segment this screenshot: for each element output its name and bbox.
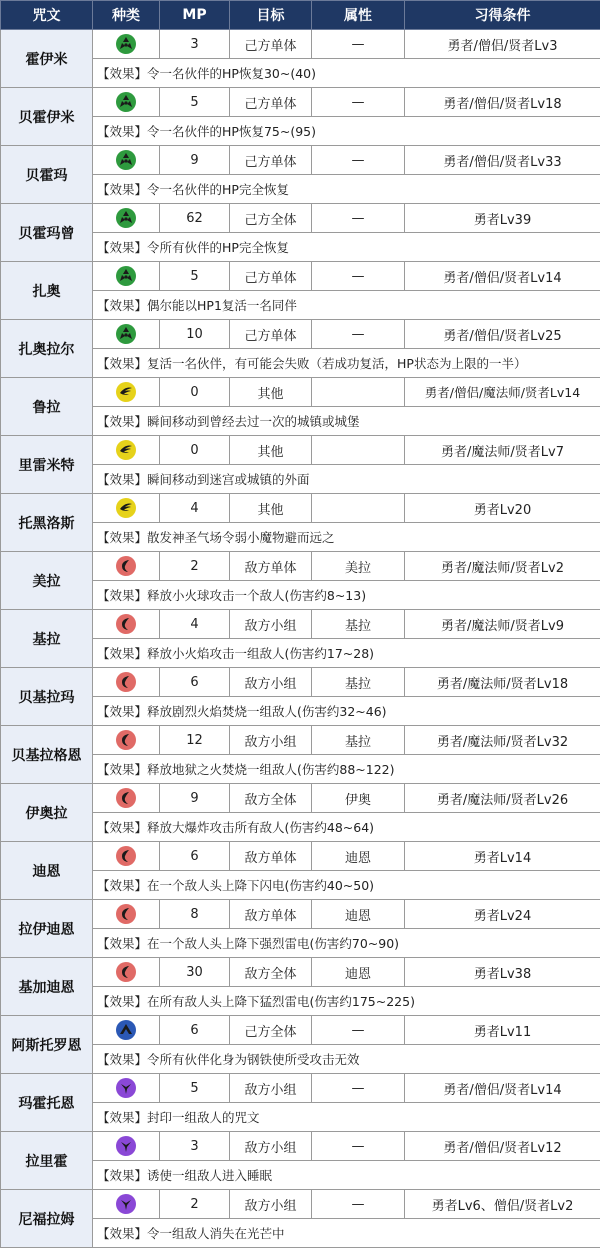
spell-type-cell bbox=[93, 204, 160, 233]
spell-condition: 勇者/僧侣/贤者Lv14 bbox=[405, 262, 600, 291]
status-icon bbox=[116, 1136, 136, 1156]
spell-name: 贝基拉玛 bbox=[1, 668, 93, 726]
heal-icon bbox=[116, 92, 136, 112]
status-icon bbox=[116, 1194, 136, 1214]
spell-row bbox=[1, 1190, 600, 1219]
spell-type-cell bbox=[93, 320, 160, 349]
spell-attribute: — bbox=[312, 1132, 405, 1161]
spell-name: 伊奥拉 bbox=[1, 784, 93, 842]
spell-attribute: 迪恩 bbox=[312, 958, 405, 987]
spell-type-cell bbox=[93, 726, 160, 755]
attack-icon bbox=[116, 788, 136, 808]
spell-row bbox=[1, 1132, 600, 1161]
spell-condition: 勇者/僧侣/贤者Lv3 bbox=[405, 30, 600, 59]
spell-row bbox=[1, 958, 600, 987]
spell-name: 霍伊米 bbox=[1, 30, 93, 88]
spell-mp: 6 bbox=[160, 1016, 230, 1045]
spell-mp: 2 bbox=[160, 552, 230, 581]
spell-target: 敌方小组 bbox=[230, 726, 312, 755]
spell-attribute: — bbox=[312, 320, 405, 349]
spell-name: 基拉 bbox=[1, 610, 93, 668]
spell-row bbox=[1, 784, 600, 813]
spell-name: 基加迪恩 bbox=[1, 958, 93, 1016]
spell-effect: 【效果】释放剧烈火焰焚烧一组敌人(伤害约32~46) bbox=[93, 697, 600, 726]
spell-row bbox=[1, 378, 600, 407]
spell-type-cell bbox=[93, 436, 160, 465]
spell-target: 己方单体 bbox=[230, 146, 312, 175]
spell-name: 迪恩 bbox=[1, 842, 93, 900]
spell-type-cell bbox=[93, 146, 160, 175]
spell-row bbox=[1, 262, 600, 291]
spell-row bbox=[1, 320, 600, 349]
attack-icon bbox=[116, 904, 136, 924]
spell-condition: 勇者/僧侣/贤者Lv33 bbox=[405, 146, 600, 175]
wing-icon bbox=[116, 498, 136, 518]
spell-row bbox=[1, 668, 600, 697]
spell-list bbox=[1, 30, 600, 1248]
heal-icon bbox=[116, 208, 136, 228]
spell-condition: 勇者/魔法师/贤者Lv2 bbox=[405, 552, 600, 581]
spell-effect: 【效果】瞬间移动到迷宫或城镇的外面 bbox=[93, 465, 600, 494]
spell-target: 敌方单体 bbox=[230, 552, 312, 581]
spell-mp: 6 bbox=[160, 842, 230, 871]
spell-condition: 勇者/魔法师/贤者Lv26 bbox=[405, 784, 600, 813]
spell-target: 己方全体 bbox=[230, 1016, 312, 1045]
attack-icon bbox=[116, 730, 136, 750]
spell-target: 己方单体 bbox=[230, 262, 312, 291]
spell-mp: 5 bbox=[160, 88, 230, 117]
spell-row bbox=[1, 726, 600, 755]
spell-target: 敌方单体 bbox=[230, 842, 312, 871]
spell-name: 托黑洛斯 bbox=[1, 494, 93, 552]
spell-row bbox=[1, 204, 600, 233]
spell-type-cell bbox=[93, 1190, 160, 1219]
header-row bbox=[1, 1, 600, 30]
spell-type-cell bbox=[93, 1132, 160, 1161]
spell-condition: 勇者/魔法师/贤者Lv18 bbox=[405, 668, 600, 697]
spell-target: 敌方小组 bbox=[230, 1190, 312, 1219]
spell-condition: 勇者/僧侣/贤者Lv25 bbox=[405, 320, 600, 349]
spell-mp: 5 bbox=[160, 1074, 230, 1103]
spell-target: 敌方小组 bbox=[230, 610, 312, 639]
spell-row bbox=[1, 552, 600, 581]
spell-target: 敌方全体 bbox=[230, 958, 312, 987]
spell-attribute: 迪恩 bbox=[312, 842, 405, 871]
spell-condition: 勇者/魔法师/贤者Lv7 bbox=[405, 436, 600, 465]
header-condition: 习得条件 bbox=[405, 1, 600, 30]
spell-name: 扎奥 bbox=[1, 262, 93, 320]
spell-name: 贝霍玛曾 bbox=[1, 204, 93, 262]
spell-name: 鲁拉 bbox=[1, 378, 93, 436]
spell-mp: 8 bbox=[160, 900, 230, 929]
spell-row bbox=[1, 494, 600, 523]
spell-condition: 勇者/僧侣/魔法师/贤者Lv14 bbox=[405, 378, 600, 407]
spell-type-cell bbox=[93, 668, 160, 697]
attack-icon bbox=[116, 672, 136, 692]
spell-target: 敌方小组 bbox=[230, 1074, 312, 1103]
spell-mp: 3 bbox=[160, 1132, 230, 1161]
spell-name: 贝基拉格恩 bbox=[1, 726, 93, 784]
heal-icon bbox=[116, 266, 136, 286]
spell-row bbox=[1, 436, 600, 465]
spell-type-cell bbox=[93, 552, 160, 581]
spell-attribute: — bbox=[312, 1190, 405, 1219]
spell-mp: 3 bbox=[160, 30, 230, 59]
spell-attribute: — bbox=[312, 146, 405, 175]
heal-icon bbox=[116, 34, 136, 54]
spell-name: 贝霍玛 bbox=[1, 146, 93, 204]
heal-icon bbox=[116, 150, 136, 170]
spell-attribute: — bbox=[312, 88, 405, 117]
spell-attribute: — bbox=[312, 30, 405, 59]
spell-type-cell bbox=[93, 610, 160, 639]
spell-mp: 6 bbox=[160, 668, 230, 697]
spell-effect: 【效果】散发神圣气场令弱小魔物避而远之 bbox=[93, 523, 600, 552]
spell-effect: 【效果】令一名伙伴的HP恢复30~(40) bbox=[93, 59, 600, 88]
spell-type-cell bbox=[93, 1016, 160, 1045]
spell-mp: 10 bbox=[160, 320, 230, 349]
spell-type-cell bbox=[93, 842, 160, 871]
spell-effect: 【效果】封印一组敌人的咒文 bbox=[93, 1103, 600, 1132]
spell-effect: 【效果】在一个敌人头上降下闪电(伤害约40~50) bbox=[93, 871, 600, 900]
spell-mp: 9 bbox=[160, 146, 230, 175]
spell-name: 扎奥拉尔 bbox=[1, 320, 93, 378]
spell-effect: 【效果】释放小火焰攻击一组敌人(伤害约17~28) bbox=[93, 639, 600, 668]
spell-effect: 【效果】释放大爆炸攻击所有敌人(伤害约48~64) bbox=[93, 813, 600, 842]
spell-mp: 0 bbox=[160, 436, 230, 465]
spell-row bbox=[1, 610, 600, 639]
spell-condition: 勇者/僧侣/贤者Lv14 bbox=[405, 1074, 600, 1103]
spell-effect: 【效果】释放地狱之火焚烧一组敌人(伤害约88~122) bbox=[93, 755, 600, 784]
spell-mp: 5 bbox=[160, 262, 230, 291]
spell-condition: 勇者Lv20 bbox=[405, 494, 600, 523]
spell-target: 己方全体 bbox=[230, 204, 312, 233]
spell-attribute: 基拉 bbox=[312, 668, 405, 697]
spell-effect: 【效果】偶尔能以HP1复活一名同伴 bbox=[93, 291, 600, 320]
spell-target: 己方单体 bbox=[230, 30, 312, 59]
spell-type-cell bbox=[93, 88, 160, 117]
spell-row bbox=[1, 30, 600, 59]
header-type: 种类 bbox=[93, 1, 160, 30]
header-name: 咒文 bbox=[1, 1, 93, 30]
spell-effect: 【效果】令所有伙伴的HP完全恢复 bbox=[93, 233, 600, 262]
status-icon bbox=[116, 1078, 136, 1098]
spell-target: 己方单体 bbox=[230, 88, 312, 117]
spell-row bbox=[1, 146, 600, 175]
spell-mp: 0 bbox=[160, 378, 230, 407]
spell-attribute: 基拉 bbox=[312, 610, 405, 639]
spell-condition: 勇者/魔法师/贤者Lv9 bbox=[405, 610, 600, 639]
spell-attribute bbox=[312, 378, 405, 407]
spell-effect: 【效果】在一个敌人头上降下强烈雷电(伤害约70~90) bbox=[93, 929, 600, 958]
attack-icon bbox=[116, 556, 136, 576]
spell-mp: 4 bbox=[160, 494, 230, 523]
spell-target: 其他 bbox=[230, 494, 312, 523]
spell-target: 其他 bbox=[230, 378, 312, 407]
spell-attribute: — bbox=[312, 1016, 405, 1045]
spell-row bbox=[1, 900, 600, 929]
spell-mp: 9 bbox=[160, 784, 230, 813]
header-target: 目标 bbox=[230, 1, 312, 30]
spell-attribute: 迪恩 bbox=[312, 900, 405, 929]
spell-name: 拉里霍 bbox=[1, 1132, 93, 1190]
spell-effect: 【效果】瞬间移动到曾经去过一次的城镇或城堡 bbox=[93, 407, 600, 436]
spell-attribute: — bbox=[312, 262, 405, 291]
spell-type-cell bbox=[93, 784, 160, 813]
spell-condition: 勇者/魔法师/贤者Lv32 bbox=[405, 726, 600, 755]
spell-name: 美拉 bbox=[1, 552, 93, 610]
spell-row bbox=[1, 88, 600, 117]
spell-attribute: 伊奥 bbox=[312, 784, 405, 813]
header-attribute: 属性 bbox=[312, 1, 405, 30]
spell-target: 其他 bbox=[230, 436, 312, 465]
spell-mp: 2 bbox=[160, 1190, 230, 1219]
spell-target: 敌方小组 bbox=[230, 1132, 312, 1161]
spell-target: 敌方单体 bbox=[230, 900, 312, 929]
header-mp: MP bbox=[160, 1, 230, 30]
spell-type-cell bbox=[93, 262, 160, 291]
spell-target: 敌方全体 bbox=[230, 784, 312, 813]
spell-type-cell bbox=[93, 30, 160, 59]
spell-row bbox=[1, 842, 600, 871]
spell-effect: 【效果】令所有伙伴化身为钢铁使所受攻击无效 bbox=[93, 1045, 600, 1074]
spell-attribute: — bbox=[312, 1074, 405, 1103]
spell-condition: 勇者Lv14 bbox=[405, 842, 600, 871]
spell-name: 贝霍伊米 bbox=[1, 88, 93, 146]
spell-mp: 30 bbox=[160, 958, 230, 987]
attack-icon bbox=[116, 962, 136, 982]
buff-icon bbox=[116, 1020, 136, 1040]
spell-name: 尼福拉姆 bbox=[1, 1190, 93, 1248]
spell-condition: 勇者Lv38 bbox=[405, 958, 600, 987]
spell-mp: 12 bbox=[160, 726, 230, 755]
spell-condition: 勇者Lv24 bbox=[405, 900, 600, 929]
spell-attribute bbox=[312, 436, 405, 465]
spell-condition: 勇者Lv39 bbox=[405, 204, 600, 233]
spell-type-cell bbox=[93, 958, 160, 987]
attack-icon bbox=[116, 614, 136, 634]
spell-type-cell bbox=[93, 378, 160, 407]
spell-effect: 【效果】令一名伙伴的HP完全恢复 bbox=[93, 175, 600, 204]
spell-condition: 勇者/僧侣/贤者Lv12 bbox=[405, 1132, 600, 1161]
spell-condition: 勇者Lv11 bbox=[405, 1016, 600, 1045]
spell-effect: 【效果】复活一名伙伴，有可能会失败（若成功复活，HP状态为上限的一半） bbox=[93, 349, 600, 378]
spell-effect: 【效果】释放小火球攻击一个敌人(伤害约8~13) bbox=[93, 581, 600, 610]
wing-icon bbox=[116, 382, 136, 402]
spell-effect: 【效果】令一名伙伴的HP恢复75~(95) bbox=[93, 117, 600, 146]
spell-name: 阿斯托罗恩 bbox=[1, 1016, 93, 1074]
spell-effect: 【效果】令一组敌人消失在光芒中 bbox=[93, 1219, 600, 1248]
spell-name: 拉伊迪恩 bbox=[1, 900, 93, 958]
spell-type-cell bbox=[93, 494, 160, 523]
spell-name: 玛霍托恩 bbox=[1, 1074, 93, 1132]
spell-attribute bbox=[312, 494, 405, 523]
spell-effect: 【效果】在所有敌人头上降下猛烈雷电(伤害约175~225) bbox=[93, 987, 600, 1016]
attack-icon bbox=[116, 846, 136, 866]
spell-target: 敌方小组 bbox=[230, 668, 312, 697]
spell-type-cell bbox=[93, 1074, 160, 1103]
spell-mp: 62 bbox=[160, 204, 230, 233]
spell-condition: 勇者/僧侣/贤者Lv18 bbox=[405, 88, 600, 117]
spell-condition: 勇者Lv6、僧侣/贤者Lv2 bbox=[405, 1190, 600, 1219]
heal-icon bbox=[116, 324, 136, 344]
spell-effect: 【效果】诱使一组敌人进入睡眠 bbox=[93, 1161, 600, 1190]
spell-attribute: — bbox=[312, 204, 405, 233]
spell-row bbox=[1, 1074, 600, 1103]
spell-attribute: 基拉 bbox=[312, 726, 405, 755]
spell-row bbox=[1, 1016, 600, 1045]
spell-attribute: 美拉 bbox=[312, 552, 405, 581]
spell-mp: 4 bbox=[160, 610, 230, 639]
spell-target: 己方单体 bbox=[230, 320, 312, 349]
spell-name: 里雷米特 bbox=[1, 436, 93, 494]
spell-type-cell bbox=[93, 900, 160, 929]
wing-icon bbox=[116, 440, 136, 460]
